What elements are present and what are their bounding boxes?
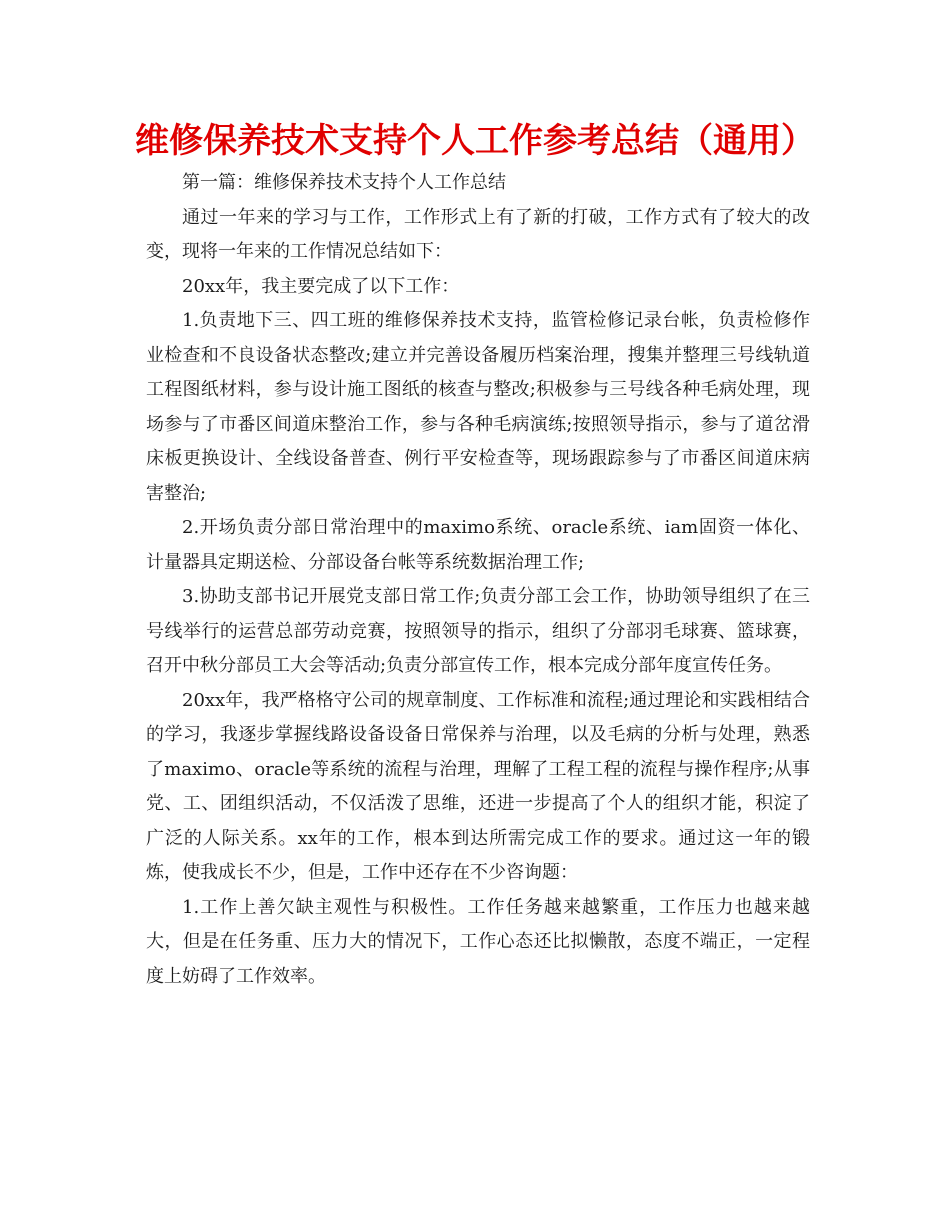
document-title: 维修保养技术支持个人工作参考总结（通用） xyxy=(135,121,815,161)
paragraph-item-2: 2.开场负责分部日常治理中的maximo系统、oracle系统、iam固资一体化、计量器具定期送检、分部设备台帐等系统数据治理工作; xyxy=(146,517,810,573)
paragraph-year-summary: 20xx年，我严格格守公司的规章制度、工作标准和流程;通过理论和实践相结合的学习，我逐步掌握线路设备设备日常保养与治理，以及毛病的分析与处理，熟悉了maximo、oracle等系统的流程与治理，理解了工程工程的流程与操作程序;从事党、工、团组织活动，不仅活泼了思维，还进一步提高了个人的组织才能，积淀了广泛的人际关系。xx年的工作，根本到达所需完成工作的要求。通过这一年的锻炼，使我成长不少，但是，工作中还存在不少咨询题： xyxy=(146,689,810,883)
paragraph-year-work: 20xx年，我主要完成了以下工作： xyxy=(182,275,460,297)
paragraph-section-heading: 第一篇：维修保养技术支持个人工作总结 xyxy=(182,172,506,193)
paragraph-intro: 通过一年来的学习与工作，工作形式上有了新的打破，工作方式有了较大的改变，现将一年来的工作情况总结如下： xyxy=(146,206,810,262)
document-body xyxy=(146,166,810,994)
paragraph-problem-1: 1.工作上善欠缺主观性与积极性。工作任务越来越繁重，工作压力也越来越大，但是在任务重、压力大的情况下，工作心态还比拟懒散，态度不端正，一定程度上妨碍了工作效率。 xyxy=(146,896,810,987)
paragraph-item-3: 3.协助支部书记开展党支部日常工作;负责分部工会工作，协助领导组织了在三号线举行的运营总部劳动竞赛，按照领导的指示，组织了分部羽毛球赛、篮球赛，召开中秋分部员工大会等活动;负责分部宣传工作，根本完成分部年度宣传任务。 xyxy=(146,586,810,676)
paragraph-item-1: 1.负责地下三、四工班的维修保养技术支持，监管检修记录台帐，负责检修作业检查和不良设备状态整改;建立并完善设备履历档案治理，搜集并整理三号线轨道工程图纸材料，参与设计施工图纸的核查与整改;积极参与三号线各种毛病处理，现场参与了市番区间道床整治工作，参与各种毛病演练;按照领导指示，参与了道岔滑床板更换设计、全线设备普查、例行平安检查等，现场跟踪参与了市番区间道床病害整治; xyxy=(146,310,810,504)
